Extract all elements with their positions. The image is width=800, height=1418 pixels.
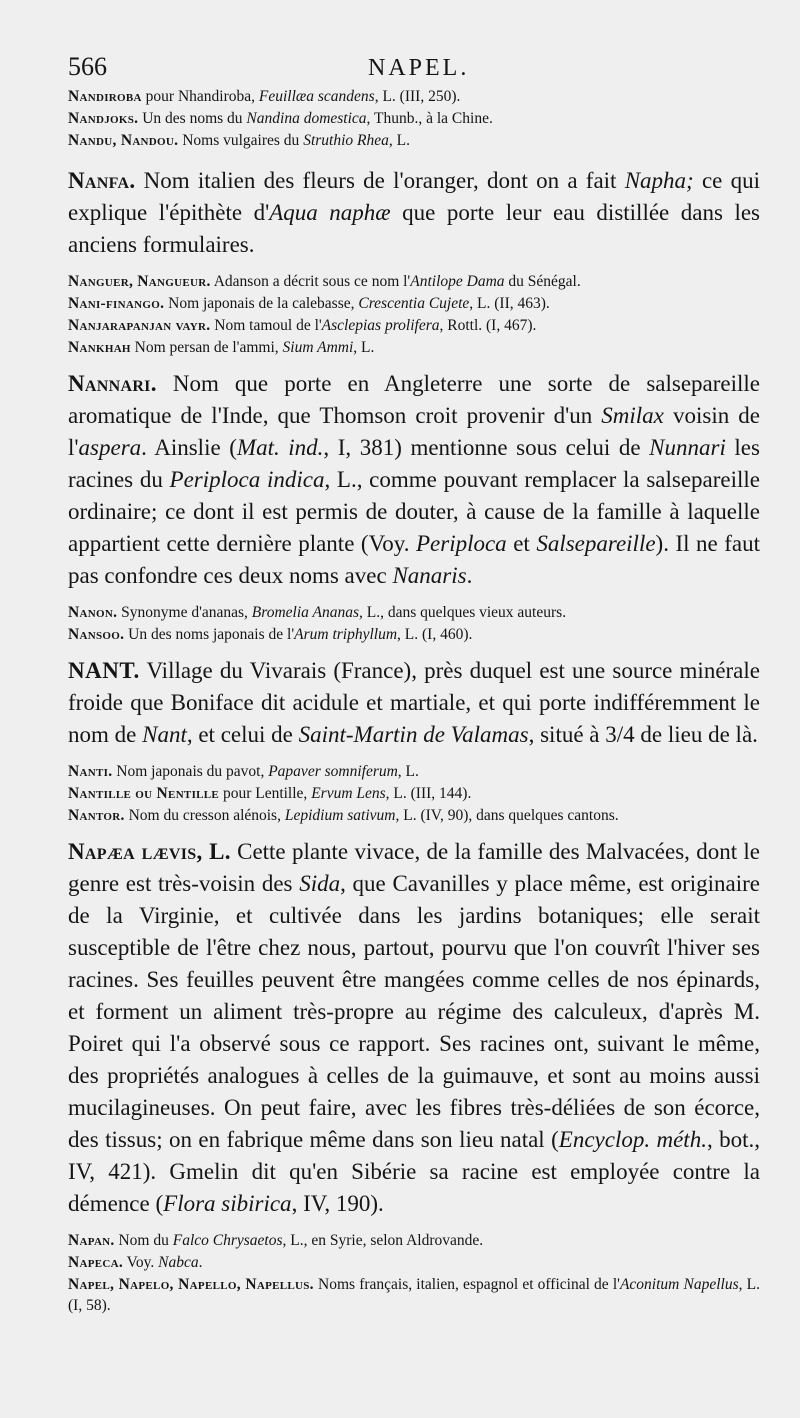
entry-text: Nom japonais de la calebasse, bbox=[164, 295, 359, 312]
entry-reference: Encyclop. méth. bbox=[558, 1127, 707, 1152]
entry-text: . Ainslie ( bbox=[141, 435, 237, 460]
entry-nantille bbox=[68, 783, 760, 804]
entry-nanjarapanjan bbox=[68, 315, 760, 336]
entry-text: ). Il ne faut pas confondre ces deux noms avec bbox=[68, 531, 760, 588]
entry-text: , L. (IV, 90), dans quelques cantons. bbox=[395, 807, 619, 824]
entry-nankhah bbox=[68, 337, 760, 358]
entry-text: que porte leur eau distillée dans les anciens formulaires. bbox=[68, 200, 761, 257]
entry-nani-finango bbox=[68, 293, 760, 314]
entry-text: Nom tamoul de l' bbox=[210, 317, 322, 334]
entry-text: voisin de l' bbox=[68, 403, 760, 460]
entry-nandjoks bbox=[68, 108, 760, 129]
entry-crossref: Salsepareille bbox=[536, 531, 656, 556]
entry-nanguer bbox=[68, 271, 760, 292]
entry-text: Nom japonais du pavot, bbox=[112, 763, 269, 780]
entry-text: pour Lentille, bbox=[219, 785, 312, 802]
entry-latin: Smilax bbox=[601, 403, 664, 428]
entry-crossref: Nabca bbox=[158, 1254, 199, 1271]
entry-latin: Asclepias prolifera bbox=[321, 317, 440, 334]
entry-latin: Arum triphyllum bbox=[294, 626, 398, 643]
entry-headword: NANT. bbox=[68, 658, 140, 683]
entry-latin: Ervum Lens bbox=[311, 785, 386, 802]
entry-reference: Mat. ind. bbox=[236, 435, 324, 460]
entry-text: , bot., IV, 421). Gmelin dit qu'en Sibérie sa racine est employée contre la démence ( bbox=[68, 1127, 761, 1216]
entry-text: Un des noms du bbox=[138, 110, 247, 127]
entry-latin: Crescentia Cujete bbox=[358, 295, 470, 312]
entry-text: , L. (I, 460). bbox=[397, 626, 473, 643]
entry-latin: Antilope Dama bbox=[410, 273, 505, 290]
entry-text: , Rottl. (I, 467). bbox=[439, 317, 537, 334]
entry-headword: Nanjarapanjan vayr. bbox=[68, 317, 211, 334]
entry-napeca bbox=[68, 1252, 760, 1273]
entry-text: les racines du bbox=[68, 435, 760, 492]
entry-text: Village du Vivarais (France), près duquel est une source minérale froide que Boniface dit acidule et martiale, et qui porte indifféremment le nom de bbox=[68, 658, 760, 747]
entry-text: , L., en Syrie, selon Aldrovande. bbox=[282, 1232, 484, 1249]
entry-latin: Lepidium sativum bbox=[284, 807, 396, 824]
entry-headword: Nandjoks. bbox=[68, 110, 139, 127]
entry-headword: Nankhah bbox=[68, 339, 131, 356]
entry-headword: Nandu, Nandou. bbox=[68, 132, 179, 149]
entry-headword: Napeca. bbox=[68, 1254, 124, 1271]
entry-latin: Napha; bbox=[624, 168, 694, 193]
entry-nant bbox=[68, 655, 760, 751]
entry-text: , L., dans quelques vieux auteurs. bbox=[359, 604, 567, 621]
entry-latin: Falco Chrysaetos bbox=[172, 1232, 283, 1249]
entry-latin: Struthio Rhea bbox=[303, 132, 389, 149]
entry-nandu bbox=[68, 130, 760, 151]
entry-nanfa bbox=[68, 165, 760, 261]
entry-text: Synonyme d'ananas, bbox=[117, 604, 252, 621]
entry-latin: Papaver somniferum bbox=[268, 763, 398, 780]
entry-text: , IV, 190). bbox=[291, 1191, 384, 1216]
entry-text: , L. bbox=[397, 763, 419, 780]
entry-nansoo bbox=[68, 624, 760, 645]
entry-reference: Flora sibirica bbox=[163, 1191, 292, 1216]
entry-text: , Thunb., à la Chine. bbox=[366, 110, 493, 127]
entry-napel bbox=[68, 1274, 760, 1316]
entry-text: Adanson a décrit sous ce nom l' bbox=[210, 273, 411, 290]
entry-headword: Napel, Napelo, Napello, Napellus. bbox=[68, 1276, 314, 1293]
entry-crossref: Periploca bbox=[415, 531, 507, 556]
entry-text: et bbox=[506, 531, 537, 556]
entry-text: , et celui de bbox=[186, 722, 299, 747]
entry-text: Nom du bbox=[114, 1232, 173, 1249]
running-head: NAPEL. bbox=[368, 55, 470, 81]
entry-text: Cette plante vivace, de la famille des Malvacées, dont le genre est très-voisin des bbox=[68, 839, 760, 896]
entry-latin: Sida bbox=[299, 871, 341, 896]
entry-nanon bbox=[68, 602, 760, 623]
entry-latin: Bromelia Ananas bbox=[251, 604, 360, 621]
entry-text: , I, 381) mentionne sous celui de bbox=[323, 435, 650, 460]
entry-placename: Nant bbox=[142, 722, 187, 747]
entry-text: , que Cavanilles y place même, est originaire de la Virginie, et cultivée dans les jardins botaniques; elle serait susceptible de l'être chez nous, partout, pourvu que l'on couvrît l'hiver ses racines. Ses feuilles peuvent être mangées comme celles de nos épinards, et forment un aliment très-propre au régime des calculeux, d'après M. Poiret qui l'a observé sous ce rapport. Ses racines ont, suivant le même, des propriétés analogues à celles de la guimauve, et sont au moins aussi mucilagineuses. On peut faire, avec les fibres très-déliées de son écorce, des tissus; on en fabrique même dans son lieu natal ( bbox=[68, 871, 760, 1152]
entry-text: Noms vulgaires du bbox=[178, 132, 304, 149]
entry-latin: Nandina domestica bbox=[246, 110, 367, 127]
entry-napaea-laevis bbox=[68, 836, 760, 1220]
entry-headword: Nansoo. bbox=[68, 626, 125, 643]
entry-nantor bbox=[68, 805, 760, 826]
entry-headword: Nanti. bbox=[68, 763, 113, 780]
entry-latin: Aqua naphæ bbox=[269, 200, 391, 225]
page-number: 566 bbox=[68, 52, 107, 81]
entry-nanti bbox=[68, 761, 760, 782]
entry-placename: Saint-Martin de Valamas bbox=[298, 722, 529, 747]
entry-text: Nom italien des fleurs de l'oranger, dont on a fait bbox=[135, 168, 625, 193]
entry-text: . bbox=[198, 1254, 203, 1271]
entry-napan bbox=[68, 1230, 760, 1251]
entry-crossref: Nanaris bbox=[392, 563, 467, 588]
entry-text: , L. (III, 144). bbox=[385, 785, 472, 802]
entry-text: Un des noms japonais de l' bbox=[124, 626, 295, 643]
entry-nandiroba bbox=[68, 86, 760, 107]
entry-text: , L. (I, 58). bbox=[68, 1276, 761, 1314]
page-header bbox=[68, 52, 760, 86]
entry-text: . bbox=[466, 563, 473, 588]
entry-headword: Nanguer, Nangueur. bbox=[68, 273, 211, 290]
entry-headword: Nantille ou Nentille bbox=[68, 785, 220, 802]
entry-text: , L. (III, 250). bbox=[374, 88, 461, 105]
entry-headword: Nandiroba bbox=[68, 88, 142, 105]
entry-text: , L., comme pouvant remplacer la salsepareille ordinaire; ce dont il est permis de douter, à cause de la famille à laquelle appartient cette dernière plante (Voy. bbox=[68, 467, 760, 556]
entry-headword: Napæa lævis, L. bbox=[68, 839, 231, 864]
entry-text: , L. bbox=[353, 339, 375, 356]
entry-headword: Nanfa. bbox=[68, 168, 136, 193]
entry-text: , situé à 3/4 de lieu de là. bbox=[528, 722, 758, 747]
entry-headword: Nannari. bbox=[68, 371, 157, 396]
entry-text: Noms français, italien, espagnol et officinal de l' bbox=[313, 1276, 620, 1293]
entry-text: Nom que porte en Angleterre une sorte de salsepareille aromatique de l'Inde, que Thomson croit provenir d'un bbox=[68, 371, 760, 428]
entry-headword: Nanon. bbox=[68, 604, 118, 621]
entry-latin: Sium Ammi bbox=[282, 339, 354, 356]
entry-latin: aspera bbox=[78, 435, 142, 460]
entry-latin: Aconitum Napellus bbox=[619, 1276, 739, 1293]
entry-nannari bbox=[68, 368, 760, 592]
entry-text: ce qui explique l'épithète d' bbox=[68, 168, 761, 225]
entry-latin: Feuillæa scandens bbox=[258, 88, 375, 105]
entry-text: Voy. bbox=[123, 1254, 159, 1271]
entry-headword: Nani-finango. bbox=[68, 295, 165, 312]
entry-latin: Nunnari bbox=[649, 435, 726, 460]
entry-text: , L. (II, 463). bbox=[469, 295, 550, 312]
entry-text: pour Nhandiroba, bbox=[141, 88, 259, 105]
entry-text: Nom du cresson alénois, bbox=[124, 807, 285, 824]
entry-latin: Periploca indica bbox=[169, 467, 325, 492]
entry-headword: Nantor. bbox=[68, 807, 125, 824]
entry-text: Nom persan de l'ammi, bbox=[130, 339, 283, 356]
entry-headword: Napan. bbox=[68, 1232, 115, 1249]
entry-text: , L. bbox=[388, 132, 410, 149]
entry-text: du Sénégal. bbox=[504, 273, 581, 290]
